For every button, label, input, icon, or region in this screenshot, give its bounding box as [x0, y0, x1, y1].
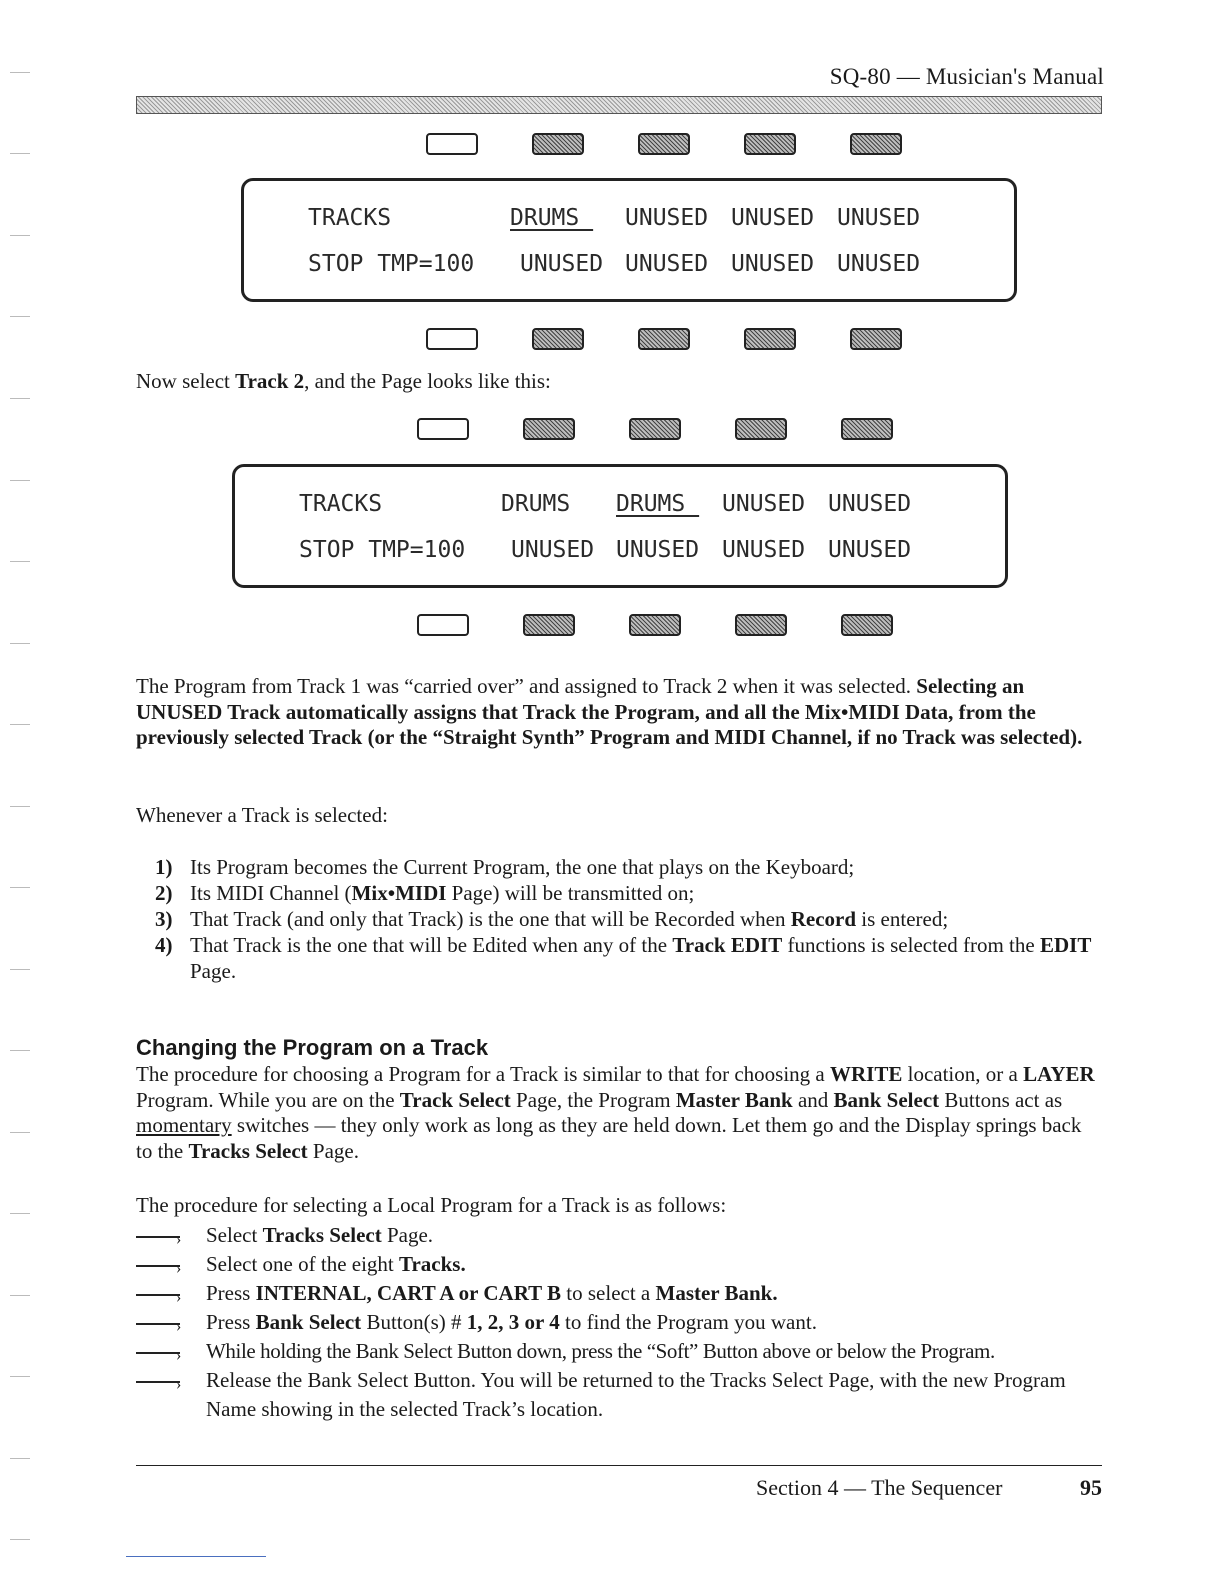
lcd-status: STOP TMP=100	[308, 251, 475, 277]
soft-button	[629, 614, 681, 636]
lcd-track-3: UNUSED	[722, 491, 806, 517]
procedure-intro: The procedure for selecting a Local Program for a Track is as follows:	[136, 1193, 727, 1217]
header-bar	[136, 96, 1102, 114]
soft-button	[735, 614, 787, 636]
lcd-track-8: UNUSED	[837, 251, 921, 277]
lcd-track-8: UNUSED	[828, 537, 912, 563]
soft-button	[417, 614, 469, 636]
lcd-label: TRACKS	[299, 491, 383, 517]
footer-section: Section 4 — The Sequencer	[756, 1475, 1003, 1500]
bottom-rule	[126, 1556, 266, 1557]
running-header: SQ-80 — Musician's Manual	[829, 64, 1104, 89]
lcd-track-3: UNUSED	[731, 205, 815, 231]
section-heading: Changing the Program on a Track	[136, 1035, 489, 1060]
lcd-track-2: UNUSED	[625, 205, 709, 231]
carried-over-paragraph: The Program from Track 1 was “carried over” and assigned to Track 2 when it was selected. Selecting an UNUSED Track automatically assigns that Track the Program, and all the Mix•MIDI Data, from the previously selected Track (or the “Straight Synth” Program and MIDI Channel, if no Track was selected).	[136, 674, 1083, 749]
page-number: 95	[1080, 1475, 1102, 1500]
lcd-track-4: UNUSED	[828, 491, 912, 517]
soft-button	[841, 614, 893, 636]
soft-button	[532, 328, 584, 350]
soft-buttons-bottom-1	[426, 328, 906, 350]
lcd-track-1: DRUMS	[501, 491, 571, 517]
lcd-track-7: UNUSED	[731, 251, 815, 277]
list-item-text: Its MIDI Channel (Mix•MIDI Page) will be transmitted on;	[190, 881, 695, 905]
lcd-track-5: UNUSED	[520, 251, 604, 277]
procedure-paragraph: The procedure for choosing a Program for a Track is similar to that for choosing a WRITE location, or a LAYER Program. While you are on the Track Select Page, the Program Master Bank and Bank Select Buttons act as momentary switches — they only work as long as they are held down. Let them go and the Display springs back to the Tracks Select Page.	[136, 1062, 1095, 1163]
soft-button	[638, 133, 690, 155]
list-item-text: That Track is the one that will be Edited when any of the Track EDIT functions is selected from the EDIT Page.	[190, 933, 1092, 983]
soft-button	[629, 418, 681, 440]
soft-button	[523, 418, 575, 440]
soft-button	[523, 614, 575, 636]
soft-buttons-top-1	[426, 133, 906, 155]
soft-button	[417, 418, 469, 440]
intro-line: Now select Track 2, and the Page looks like this:	[136, 369, 551, 393]
lcd-track-7: UNUSED	[722, 537, 806, 563]
whenever-line: Whenever a Track is selected:	[136, 803, 388, 827]
lcd-track-4: UNUSED	[837, 205, 921, 231]
soft-button	[744, 328, 796, 350]
lcd-track-6: UNUSED	[625, 251, 709, 277]
lcd-status: STOP TMP=100	[299, 537, 466, 563]
list-item-text: Its Program becomes the Current Program, the one that plays on the Keyboard;	[190, 855, 855, 879]
soft-button	[850, 133, 902, 155]
lcd-display-1	[241, 178, 1017, 302]
soft-button	[850, 328, 902, 350]
footer-rule	[136, 1465, 1102, 1466]
soft-button	[841, 418, 893, 440]
lcd-track-2: DRUMS_	[616, 491, 700, 517]
lcd-track-1: DRUMS_	[510, 205, 594, 231]
soft-button	[426, 133, 478, 155]
soft-buttons-top-2	[417, 418, 897, 440]
soft-button	[426, 328, 478, 350]
lcd-label: TRACKS	[308, 205, 392, 231]
soft-button	[744, 133, 796, 155]
soft-button	[735, 418, 787, 440]
margin-ticks	[0, 0, 40, 1584]
soft-button	[638, 328, 690, 350]
lcd-display-2	[232, 464, 1008, 588]
list-item-text: That Track (and only that Track) is the one that will be Recorded when Record is entered;	[190, 907, 949, 931]
soft-buttons-bottom-2	[417, 614, 897, 636]
soft-button	[532, 133, 584, 155]
lcd-track-5: UNUSED	[511, 537, 595, 563]
lcd-track-6: UNUSED	[616, 537, 700, 563]
